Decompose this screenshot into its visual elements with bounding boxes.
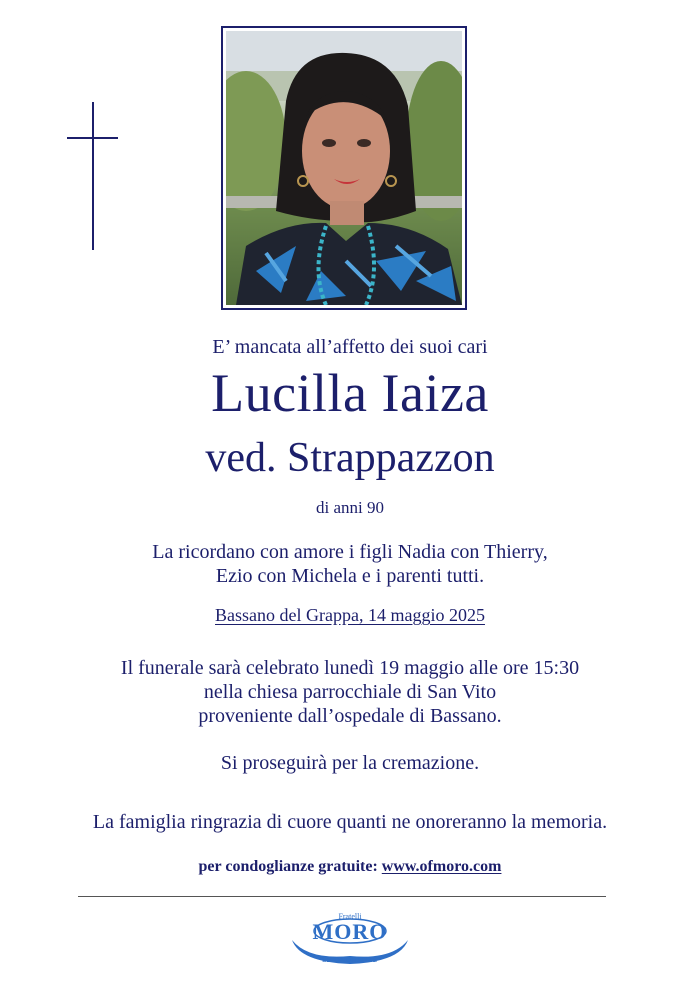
age-text: di anni 90	[316, 498, 384, 517]
condolences-line	[0, 858, 700, 876]
portrait-illustration	[226, 31, 462, 305]
funeral-line: Il funerale sarà celebrato lunedì 19 maggio alle ore 15:30	[120, 657, 580, 679]
divider	[78, 896, 606, 897]
logo-name: MORO	[312, 919, 388, 944]
condolences-label: per condoglianze gratuite:	[198, 858, 378, 875]
logo-top-text: Fratelli	[338, 912, 362, 921]
condolences-link[interactable]: www.ofmoro.com	[381, 858, 502, 875]
remembered-line: La ricordano con amore i figli Nadia con Thierry,	[152, 541, 548, 563]
portrait-photo	[226, 31, 462, 305]
funeral-line: proveniente dall’ospedale di Bassano.	[198, 705, 502, 727]
funeral-paragraph	[0, 656, 700, 728]
widow-of-name: ved. Strappazzon	[205, 435, 495, 481]
cremation-text: Si proseguirà per la cremazione.	[220, 752, 480, 774]
funeral-line: nella chiesa parrocchiale di San Vito	[203, 681, 497, 703]
cross-vertical-bar	[92, 102, 94, 250]
cross-horizontal-bar	[67, 137, 118, 139]
logo-subtitle: LE ONORANZE	[322, 957, 378, 964]
place-date	[0, 605, 700, 626]
portrait-frame	[221, 26, 467, 310]
intro-text: E’ mancata all’affetto dei suoi cari	[212, 336, 488, 358]
funeral-home-logo	[288, 910, 412, 972]
remembered-by-paragraph	[0, 540, 700, 588]
thanks-text: La famiglia ringrazia di cuore quanti ne onoreranno la memoria.	[92, 811, 608, 833]
deceased-name: Lucilla Iaiza	[211, 363, 489, 423]
remembered-line: Ezio con Michela e i parenti tutti.	[215, 565, 485, 587]
place-date-text: Bassano del Grappa, 14 maggio 2025	[215, 605, 485, 625]
